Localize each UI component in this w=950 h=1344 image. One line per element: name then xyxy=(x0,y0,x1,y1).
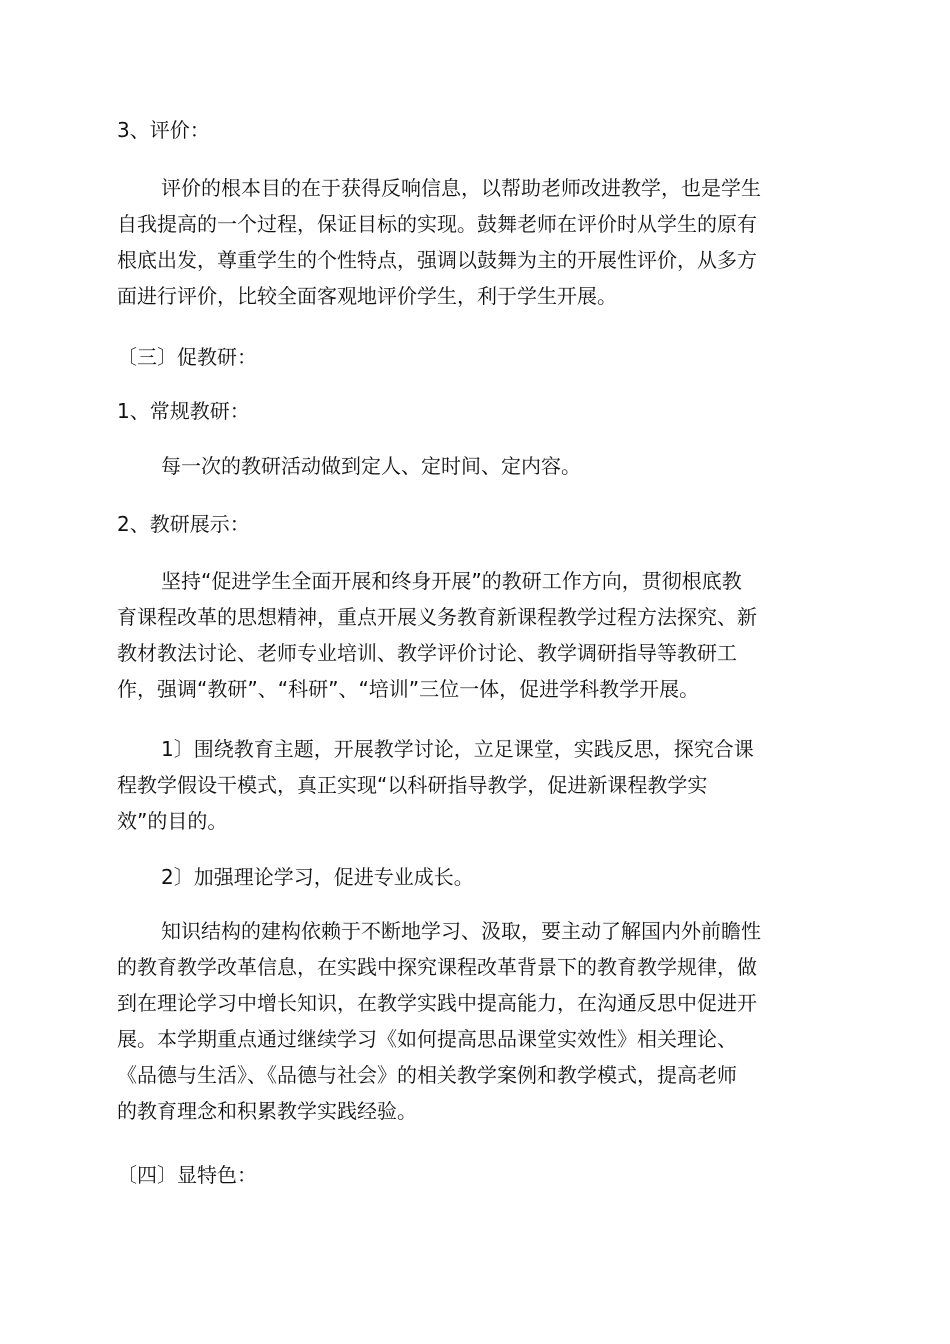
paragraph-line: 面进行评价，比较全面客观地评价学生，利于学生开展。 xyxy=(117,284,617,308)
paragraph-line: 知识结构的建构依赖于不断地学习、汲取，要主动了解国内外前瞻性 xyxy=(161,919,761,943)
heading-routine-research: 1、常规教研： xyxy=(117,399,250,423)
paragraph-line: 展。本学期重点通过继续学习《如何提高思品课堂实效性》相关理论、 xyxy=(117,1027,737,1051)
paragraph-line: 作，强调“教研”、“科研”、“培训”三位一体，促进学科教学开展。 xyxy=(117,677,700,701)
paragraph-line: 程教学假设干模式，真正实现“以科研指导教学，促进新课程教学实 xyxy=(117,773,708,797)
paragraph-line: 坚持“促进学生全面开展和终身开展”的教研工作方向，贯彻根底教 xyxy=(161,569,742,593)
paragraph-line: 教材教法讨论、老师专业培训、教学评价讨论、教学调研指导等教研工 xyxy=(117,641,737,665)
paragraph-line: 的教育教学改革信息，在实践中探究课程改革背景下的教育教学规律，做 xyxy=(117,955,757,979)
section-heading-3: 〔三〕促教研： xyxy=(117,345,257,369)
paragraph-line: 《品德与生活》、《品德与社会》的相关教学案例和教学模式，提高老师 xyxy=(117,1063,737,1087)
paragraph-line: 育课程改革的思想精神，重点开展义务教育新课程教学过程方法探究、新 xyxy=(117,605,757,629)
list-item-2: 2〕加强理论学习，促进专业成长。 xyxy=(161,865,474,889)
section-heading-4: 〔四〕显特色： xyxy=(117,1163,257,1187)
paragraph-line: 自我提高的一个过程，保证目标的实现。鼓舞老师在评价时从学生的原有 xyxy=(117,212,757,236)
heading-evaluation: 3、评价： xyxy=(117,118,210,142)
paragraph-line: 的教育理念和积累教学实践经验。 xyxy=(117,1099,417,1123)
heading-research-showcase: 2、教研展示： xyxy=(117,512,250,536)
list-item-1: 1〕围绕教育主题，开展教学讨论，立足课堂，实践反思，探究合课 xyxy=(161,737,754,761)
paragraph-line: 到在理论学习中增长知识，在教学实践中提高能力，在沟通反思中促进开 xyxy=(117,991,757,1015)
paragraph-line: 评价的根本目的在于获得反响信息，以帮助老师改进教学，也是学生 xyxy=(161,176,761,200)
paragraph-line: 根底出发，尊重学生的个性特点，强调以鼓舞为主的开展性评价，从多方 xyxy=(117,248,757,272)
paragraph-line: 效”的目的。 xyxy=(117,809,228,833)
paragraph-line: 每一次的教研活动做到定人、定时间、定内容。 xyxy=(161,454,581,478)
